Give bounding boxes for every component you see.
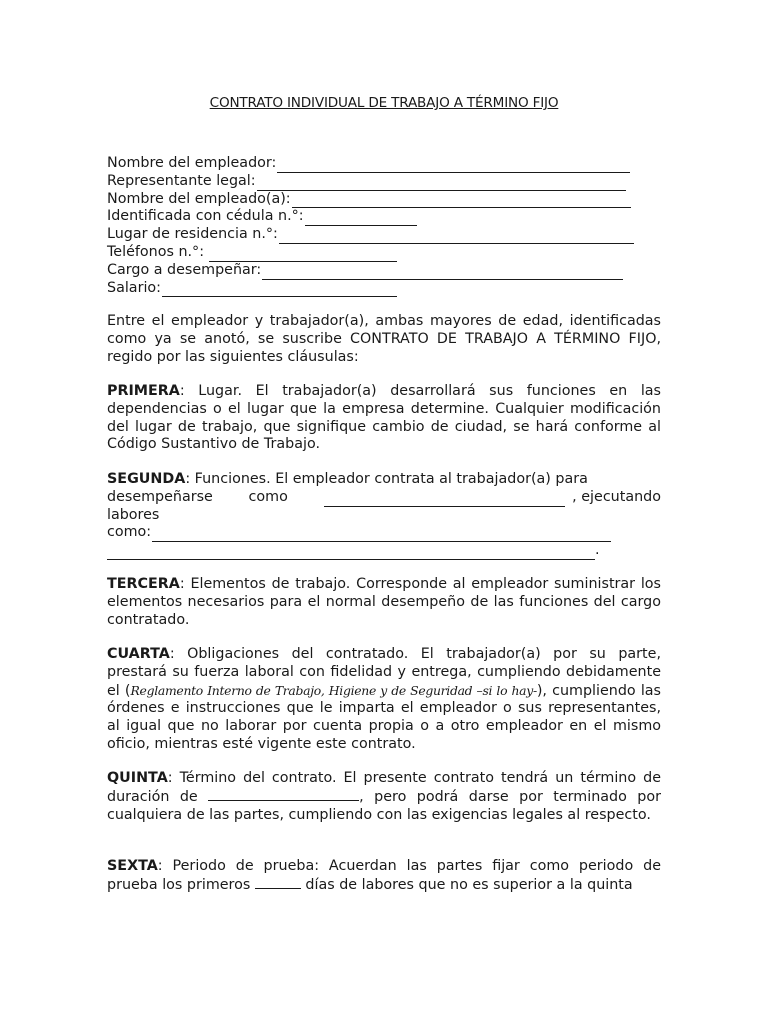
clause-line: [107, 524, 661, 542]
fill-in-line[interactable]: [324, 494, 565, 507]
clause-text: .: [595, 542, 600, 559]
field-employer: [107, 155, 667, 173]
fill-in-line[interactable]: [305, 212, 417, 226]
fill-in-line[interactable]: [208, 788, 359, 801]
clause-tercera: [107, 576, 661, 629]
clause-text: : Término del contrato. El presente contrato tendrá un término de duración de: [107, 770, 661, 805]
field-label: Salario:: [107, 279, 161, 296]
field-label: Cargo a desempeñar:: [107, 261, 262, 278]
clause-text: : Funciones. El empleador contrata al trabajador(a) para: [185, 471, 588, 487]
clause-word: desempeñarse: [107, 488, 213, 505]
clause-text: días de labores que no es superior a la quinta: [300, 876, 633, 893]
clause-primera: [107, 383, 661, 454]
fill-in-line[interactable]: [152, 528, 611, 542]
fill-in-line[interactable]: [162, 283, 397, 297]
clause-label: SEGUNDA: [107, 471, 186, 487]
clause-line: [107, 542, 661, 560]
field-employee: [107, 191, 667, 209]
clause-sexta: [107, 858, 661, 895]
fill-in-line[interactable]: [255, 876, 301, 889]
clause-label: TERCERA: [107, 576, 180, 592]
field-position: [107, 262, 667, 280]
field-label: Nombre del empleado(a):: [107, 190, 291, 207]
clause-word: como: [248, 488, 288, 505]
clause-text: labores: [107, 506, 160, 523]
clause-line: [107, 489, 661, 507]
clause-label: PRIMERA: [107, 383, 180, 399]
clause-text: ), cumpliendo las órdenes e instrucciones que le imparta el empleador o sus representantes, al igual que no laborar por cuenta propia o a otro empleador en el mismo oficio, mientras esté vigente este contrato.: [107, 682, 662, 752]
field-label: Teléfonos n.°:: [107, 243, 205, 260]
field-phones: [107, 244, 667, 262]
fill-in-line[interactable]: [292, 194, 631, 208]
clause-word: , ejecutando: [572, 488, 661, 505]
clause-text: , pero podrá darse por terminado por cualquiera de las partes, cumpliendo con las exigencias legales al respecto.: [107, 788, 661, 823]
intro-paragraph: [107, 313, 661, 366]
field-label: Lugar de residencia n.°:: [107, 226, 278, 243]
fill-in-line[interactable]: [279, 230, 634, 244]
clause-quinta: [107, 770, 661, 824]
clause-segunda: [107, 471, 661, 560]
clause-label: QUINTA: [107, 770, 168, 786]
clause-label: SEXTA: [107, 858, 158, 874]
document-title: CONTRATO INDIVIDUAL DE TRABAJO A TÉRMINO FIJO: [209, 95, 559, 111]
intro-text: Entre el empleador y trabajador(a), ambas mayores de edad, identificadas como ya se anotó, se suscribe CONTRATO DE TRABAJO A TÉRMINO FIJO, regido por las siguientes cláusulas:: [107, 313, 661, 365]
field-label: Identificada con cédula n.°:: [107, 208, 304, 225]
fill-in-line[interactable]: [209, 248, 397, 262]
field-salary: [107, 280, 667, 298]
fill-in-line[interactable]: [262, 266, 623, 280]
party-fields: [107, 155, 667, 297]
clause-text: como:: [107, 524, 152, 541]
clause-text: : Lugar. El trabajador(a) desarrollará sus funciones en las dependencias o el lugar que la empresa determine. Cualquier modificación del lugar de trabajo, que signifique cambio de ciudad, se hará conforme al Código Sustantivo de Trabajo.: [107, 383, 661, 453]
clause-text: : Obligaciones del contratado. El trabajador(a) por su parte, prestará su fuerza laboral con fidelidad y entrega, cumpliendo debidamente el (: [107, 646, 661, 699]
field-id-number: [107, 208, 667, 226]
field-label: Nombre del empleador:: [107, 155, 277, 171]
fill-in-line[interactable]: [107, 546, 595, 560]
field-residence: [107, 226, 667, 244]
clause-label: CUARTA: [107, 646, 170, 662]
clause-text: : Periodo de prueba: Acuerdan las partes fijar como periodo de prueba los primeros: [107, 858, 661, 893]
clause-text: : Elementos de trabajo. Corresponde al empleador suministrar los elementos necesarios para el normal desempeño de las funciones del cargo contratado.: [107, 576, 661, 628]
clause-italic-text: Reglamento Interno de Trabajo, Higiene y de Seguridad –si lo hay-: [130, 682, 537, 698]
fill-in-line[interactable]: [257, 177, 626, 191]
field-label: Representante legal:: [107, 172, 256, 189]
field-legal-representative: [107, 173, 667, 191]
fill-in-line[interactable]: [277, 159, 630, 173]
clause-cuarta: [107, 646, 661, 754]
